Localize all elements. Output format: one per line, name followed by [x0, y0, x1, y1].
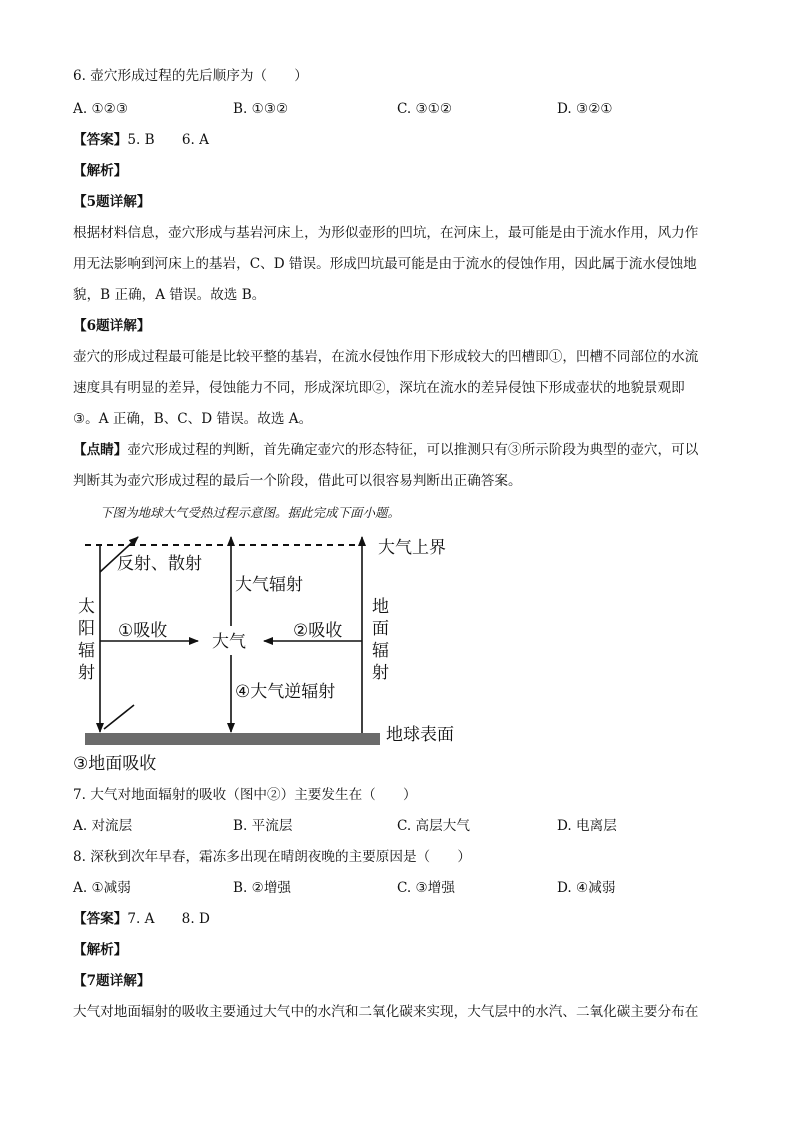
question-6-stem: 6. 壶穴形成过程的先后顺序为（ ）: [73, 68, 308, 84]
question-8-stem: 8. 深秋到次年早春，霜冻多出现在晴朗夜晚的主要原因是（ ）: [73, 849, 471, 865]
q7-detail-heading: 【7题详解】: [73, 973, 151, 989]
analysis-heading: 【解析】: [73, 942, 128, 958]
absorb-2-label: ②吸收: [293, 621, 343, 641]
q7-option-a: A. 对流层: [73, 818, 133, 834]
ground-radiation-label: 面: [372, 619, 389, 639]
atm-radiation-label: 大气辐射: [235, 575, 303, 595]
solar-radiation-label: 辐: [78, 641, 95, 661]
q8-option-a: A. ①减弱: [73, 880, 131, 896]
atmosphere-label: 大气: [212, 632, 246, 652]
q7-detail-line: 大气对地面辐射的吸收主要通过大气中的水汽和二氧化碳来实现，大气层中的水汽、二氧化碳主要分布在: [73, 1004, 699, 1020]
q8-option-b: B. ②增强: [233, 880, 292, 896]
solar-radiation-label: 太: [78, 597, 95, 617]
reflect-label: 反射、散射: [117, 554, 202, 574]
q7-option-d: D. 电离层: [557, 818, 617, 834]
ground-absorb-label: ③地面吸收: [73, 754, 157, 774]
q6-option-c: C. ③①②: [397, 101, 453, 117]
q6-detail-heading: 【6题详解】: [73, 318, 151, 334]
ground-radiation-label: 辐: [372, 641, 389, 661]
answer-text: 7. A 8. D: [127, 911, 210, 927]
figure-caption: 下图为地球大气受热过程示意图。据此完成下面小题。: [100, 505, 401, 520]
q5-detail-heading: 【5题详解】: [73, 194, 151, 210]
analysis-heading: 【解析】: [73, 163, 128, 179]
top-boundary-label: 大气上界: [378, 538, 446, 558]
q5-detail-line: 用无法影响到河床上的基岩，C、D 错误。形成凹坑最可能是由于流水的侵蚀作用，因此属于流水侵蚀地: [73, 256, 697, 272]
q8-option-d: D. ④减弱: [557, 880, 616, 896]
answer-label: 【答案】: [73, 911, 128, 927]
answer-label: 【答案】: [73, 132, 128, 148]
ground-radiation-label: 射: [372, 663, 389, 683]
q6-option-b: B. ①③②: [233, 101, 289, 117]
question-7-stem: 7. 大气对地面辐射的吸收（图中②）主要发生在（ ）: [73, 787, 417, 803]
answer-7-8: [73, 910, 210, 928]
q6-detail-line: 壶穴的形成过程最可能是比较平整的基岩，在流水侵蚀作用下形成较大的凹槽即①，凹槽不同部位的水流: [73, 349, 699, 365]
q6-detail-line: ③。A 正确，B、C、D 错误。故选 A。: [73, 411, 313, 427]
answer-text: 5. B 6. A: [127, 132, 209, 148]
q8-option-c: C. ③增强: [397, 880, 455, 896]
ground-radiation-label: 地: [372, 597, 389, 617]
q5-detail-line: 根据材料信息，壶穴形成与基岩河床上，为形似壶形的凹坑，在河床上，最可能是由于流水作用，风力作: [73, 225, 699, 241]
tip-label: 【点睛】: [73, 442, 128, 458]
counter-radiation-label: ④大气逆辐射: [235, 682, 336, 702]
solar-radiation-label: 阳: [78, 619, 95, 639]
q7-option-c: C. 高层大气: [397, 818, 470, 834]
q5-detail-line: 貌，B 正确，A 错误。故选 B。: [73, 287, 266, 303]
tip-line: 判断其为壶穴形成过程的最后一个阶段，借此可以很容易判断出正确答案。: [73, 473, 522, 489]
ground-absorb-line: [104, 705, 134, 729]
solar-radiation-label: 射: [78, 663, 95, 683]
surface-label: 地球表面: [386, 725, 454, 745]
ground-surface-bar: [85, 733, 380, 745]
q6-option-a: A. ①②③: [73, 101, 129, 117]
tip-text: 壶穴形成过程的判断，首先确定壶穴的形态特征，可以推测只有③所示阶段为典型的壶穴，可以: [127, 442, 699, 458]
absorb-1-label: ①吸收: [118, 621, 168, 641]
q7-option-b: B. 平流层: [233, 818, 293, 834]
q6-detail-line: 速度具有明显的差异，侵蚀能力不同，形成深坑即②，深坑在流水的差异侵蚀下形成壶状的地貌景观即: [73, 380, 685, 396]
q6-option-d: D. ③②①: [557, 101, 613, 117]
